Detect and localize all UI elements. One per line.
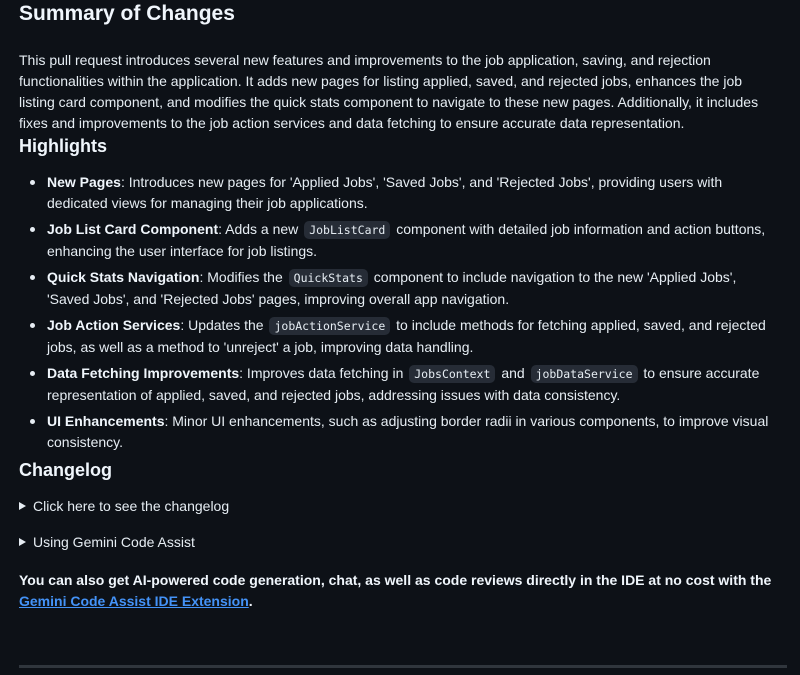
page-title: Summary of Changes: [19, 2, 235, 25]
gemini-toggle[interactable]: [19, 532, 781, 552]
highlight-text: and: [501, 365, 525, 381]
list-item: [47, 315, 781, 357]
footer-text: You can also get AI-powered code generation, chat, as well as code reviews directly in the IDE at no cost with the: [19, 572, 772, 588]
highlight-text: : Minor UI enhancements, such as adjusting border radii in various components, to improve visual consistency.: [47, 413, 769, 450]
highlights-list: [19, 172, 781, 452]
highlight-label: Quick Stats Navigation: [47, 269, 200, 285]
highlight-text: to ensure accurate representation of applied, saved, and rejected jobs, addressing issues with data consistency.: [47, 365, 760, 403]
gemini-toggle-label: Using Gemini Code Assist: [33, 534, 195, 550]
highlight-text: : Modifies the: [199, 269, 283, 285]
highlight-label: Data Fetching Improvements: [47, 365, 240, 381]
disclosure-triangle-icon: [19, 502, 26, 510]
list-item: [47, 172, 781, 213]
inline-code: jobDataService: [531, 365, 638, 383]
divider: [19, 665, 787, 668]
gemini-extension-link[interactable]: Gemini Code Assist IDE Extension: [19, 593, 249, 609]
highlight-label: Job Action Services: [47, 317, 181, 333]
summary-paragraph: This pull request introduces several new features and improvements to the job application, saving, and rejection functionalities within the application. It adds new pages for listing applied, saved, and rejected jobs, enhances the job listing card component, and modifies the quick stats component to navigate to these new pages. Additionally, it includes fixes and improvements to the job action services and data fetching to ensure accurate data representation.: [19, 52, 759, 131]
footer-note: [19, 570, 781, 612]
list-item: [47, 411, 781, 452]
highlight-text: component with detailed job information and action buttons, enhancing the user interface for job listings.: [47, 221, 766, 259]
inline-code: QuickStats: [289, 269, 368, 287]
highlight-label: Job List Card Component: [47, 221, 219, 237]
disclosure-triangle-icon: [19, 538, 26, 546]
footer-suffix: .: [248, 593, 253, 609]
highlight-text: : Updates the: [180, 317, 264, 333]
highlight-text: component to include navigation to the new 'Applied Jobs', 'Saved Jobs', and 'Rejected Jobs' pages, improving overall app navigation.: [47, 269, 737, 307]
highlights-heading: Highlights: [19, 136, 107, 156]
inline-code: jobActionService: [269, 317, 390, 335]
highlight-label: New Pages: [47, 174, 121, 190]
list-item: [47, 363, 781, 405]
changelog-heading: Changelog: [19, 460, 112, 480]
highlight-text: to include methods for fetching applied, saved, and rejected jobs, as well as a method to 'unreject' a job, improving data handling.: [47, 317, 766, 355]
changelog-toggle[interactable]: [19, 496, 781, 516]
list-item: [47, 267, 781, 309]
list-item: [47, 219, 781, 261]
inline-code: JobsContext: [409, 365, 495, 383]
highlight-label: UI Enhancements: [47, 413, 165, 429]
changelog-toggle-label: Click here to see the changelog: [33, 498, 230, 514]
highlight-text: : Improves data fetching in: [239, 365, 404, 381]
highlight-text: : Introduces new pages for 'Applied Jobs', 'Saved Jobs', and 'Rejected Jobs', providing users with dedicated views for managing their job applications.: [47, 174, 723, 211]
inline-code: JobListCard: [304, 221, 390, 239]
highlight-text: : Adds a new: [218, 221, 299, 237]
